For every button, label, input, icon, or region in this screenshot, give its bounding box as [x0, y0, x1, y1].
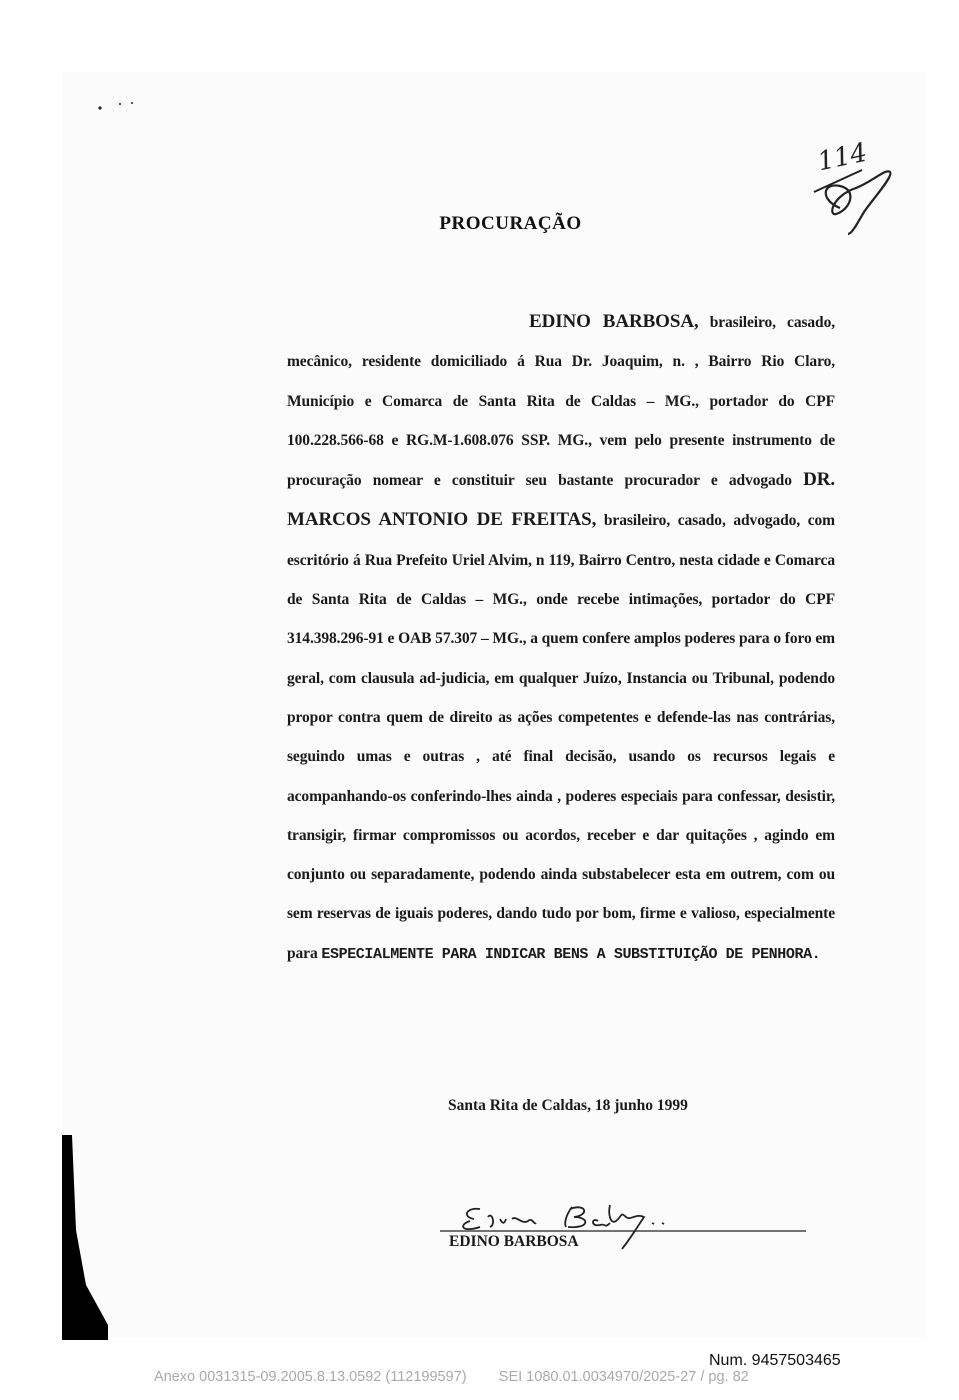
body-paragraph-1: brasileiro, casado, mecânico, residente domiciliado á Rua Dr. Joaquim, n. , Bairro Rio Claro, Município e Comarca de Santa Rita de Caldas – MG., portador do CPF 100.228.566-68 e RG.M-1.608.076 SSP. MG., vem pelo presente instrumento de procuração nomear e constituir seu bastante procurador e advogado: [287, 314, 835, 490]
scan-specks: [96, 100, 146, 112]
special-clause: ESPECIALMENTE PARA INDICAR BENS A SUBSTITUIÇÃO DE PENHORA.: [321, 945, 821, 963]
body-paragraph-2: brasileiro, casado, advogado, com escritório á Rua Prefeito Uriel Alvim, n 119, Bairro Centro, nesta cidade e Comarca de Santa Rita de Caldas – MG., onde recebe intimações, portador do CPF 314.398.296-91 e OAB 57.307 – MG., a quem confere amplos poderes para o foro em geral, com clausula ad-judicia, em qualquer Juízo, Instancia ou Tribunal, podendo propor contra quem de direito as ações competentes e defende-las nas contrárias, seguindo umas e outras , até final decisão, usando os recursos legais e acompanhando-os conferindo-lhes ainda , poderes especiais para confessar, desistir, transigir, firmar compromissos ou acordos, receber e dar quitações , agindo em conjunto ou separadamente, podendo ainda substabelecer esta em outrem, com ou sem reservas de iguais poderes, dando tudo por bom, firme e valioso, especialmente para: [287, 512, 835, 962]
page-note-number: 114: [814, 137, 870, 178]
scan-edge-shadow: [62, 1135, 110, 1340]
signatory-name: EDINO BARBOSA: [449, 1233, 579, 1250]
attorney-name: DR. MARCOS ANTONIO DE FREITAS,: [287, 469, 835, 531]
place-and-date: Santa Rita de Caldas, 18 junho 1999: [448, 1097, 688, 1114]
power-of-attorney-body: [287, 302, 835, 974]
document-number: Num. 9457503465: [709, 1352, 841, 1369]
footer-reference: Anexo 0031315-09.2005.8.13.0592 (112199597) SEI 1080.01.0034970/2025-27 / pg. 82: [154, 1369, 749, 1385]
document-title: PROCURAÇÃO: [439, 213, 582, 234]
grantor-name: EDINO BARBOSA,: [529, 311, 699, 332]
